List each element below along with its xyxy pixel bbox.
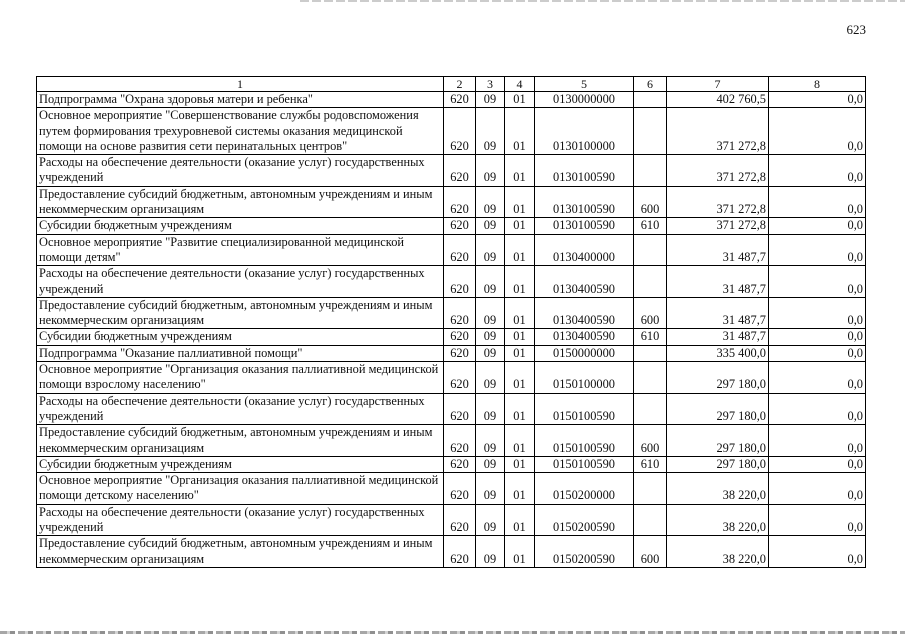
cell-expense-type bbox=[634, 155, 667, 187]
cell-expense-type bbox=[634, 108, 667, 155]
table-row bbox=[37, 362, 866, 394]
cell-subsection: 01 bbox=[505, 345, 535, 361]
cell-subsection: 01 bbox=[505, 362, 535, 394]
cell-expense-type bbox=[634, 393, 667, 425]
cell-subsection: 01 bbox=[505, 536, 535, 568]
cell-target-article: 0150100590 bbox=[535, 456, 634, 472]
cell-name: Расходы на обеспечение деятельности (оказание услуг) государственных учреждений bbox=[37, 504, 444, 536]
cell-amount-col8: 0,0 bbox=[769, 393, 866, 425]
cell-amount: 38 220,0 bbox=[667, 504, 769, 536]
cell-amount-col8: 0,0 bbox=[769, 504, 866, 536]
table-row bbox=[37, 92, 866, 108]
page-number: 623 bbox=[846, 22, 866, 37]
cell-amount: 371 272,8 bbox=[667, 186, 769, 218]
cell-target-article: 0130400000 bbox=[535, 234, 634, 266]
cell-ministry: 620 bbox=[444, 297, 476, 329]
cell-name: Предоставление субсидий бюджетным, автономным учреждениям и иным некоммерческим организациям bbox=[37, 536, 444, 568]
table-row bbox=[37, 297, 866, 329]
cell-target-article: 0130100590 bbox=[535, 218, 634, 234]
cell-target-article: 0150100590 bbox=[535, 393, 634, 425]
table-row bbox=[37, 425, 866, 457]
cell-subsection: 01 bbox=[505, 473, 535, 505]
cell-section: 09 bbox=[476, 362, 505, 394]
cell-amount-col8: 0,0 bbox=[769, 92, 866, 108]
cell-target-article: 0150100000 bbox=[535, 362, 634, 394]
cell-name: Предоставление субсидий бюджетным, автономным учреждениям и иным некоммерческим организациям bbox=[37, 186, 444, 218]
cell-name: Основное мероприятие "Организация оказания паллиативной медицинской помощи взрослому населению" bbox=[37, 362, 444, 394]
cell-ministry: 620 bbox=[444, 504, 476, 536]
table-row bbox=[37, 218, 866, 234]
cell-amount: 31 487,7 bbox=[667, 234, 769, 266]
cell-name: Субсидии бюджетным учреждениям bbox=[37, 329, 444, 345]
cell-ministry: 620 bbox=[444, 155, 476, 187]
cell-expense-type bbox=[634, 473, 667, 505]
cell-name: Расходы на обеспечение деятельности (оказание услуг) государственных учреждений bbox=[37, 393, 444, 425]
budget-table bbox=[36, 76, 866, 568]
cell-section: 09 bbox=[476, 393, 505, 425]
cell-ministry: 620 bbox=[444, 186, 476, 218]
cell-target-article: 0130400590 bbox=[535, 266, 634, 298]
cell-name: Основное мероприятие "Совершенствование службы родовспоможения путем формирования трехуровневой системы оказания медицинской помощи на основе развития сети перинатальных центров" bbox=[37, 108, 444, 155]
cell-ministry: 620 bbox=[444, 345, 476, 361]
cell-expense-type: 600 bbox=[634, 425, 667, 457]
cell-section: 09 bbox=[476, 108, 505, 155]
cell-amount-col8: 0,0 bbox=[769, 155, 866, 187]
cell-name: Основное мероприятие "Развитие специализированной медицинской помощи детям" bbox=[37, 234, 444, 266]
cell-name: Расходы на обеспечение деятельности (оказание услуг) государственных учреждений bbox=[37, 155, 444, 187]
cell-section: 09 bbox=[476, 266, 505, 298]
column-number-row bbox=[37, 77, 866, 92]
table-row bbox=[37, 456, 866, 472]
cell-section: 09 bbox=[476, 425, 505, 457]
cell-ministry: 620 bbox=[444, 218, 476, 234]
table-body bbox=[37, 92, 866, 568]
cell-ministry: 620 bbox=[444, 536, 476, 568]
cell-name: Подпрограмма "Оказание паллиативной помощи" bbox=[37, 345, 444, 361]
table-row bbox=[37, 266, 866, 298]
cell-ministry: 620 bbox=[444, 425, 476, 457]
cell-amount: 31 487,7 bbox=[667, 297, 769, 329]
cell-target-article: 0150200590 bbox=[535, 536, 634, 568]
table-row bbox=[37, 108, 866, 155]
cell-amount: 297 180,0 bbox=[667, 362, 769, 394]
cell-section: 09 bbox=[476, 504, 505, 536]
table-row bbox=[37, 393, 866, 425]
cell-target-article: 0130100590 bbox=[535, 155, 634, 187]
cell-expense-type bbox=[634, 504, 667, 536]
cell-subsection: 01 bbox=[505, 504, 535, 536]
cell-amount: 38 220,0 bbox=[667, 536, 769, 568]
cell-amount: 297 180,0 bbox=[667, 393, 769, 425]
cell-expense-type bbox=[634, 266, 667, 298]
cell-target-article: 0130000000 bbox=[535, 92, 634, 108]
cell-ministry: 620 bbox=[444, 108, 476, 155]
cell-amount: 31 487,7 bbox=[667, 266, 769, 298]
table-row bbox=[37, 329, 866, 345]
cell-amount-col8: 0,0 bbox=[769, 186, 866, 218]
cell-amount-col8: 0,0 bbox=[769, 297, 866, 329]
cell-subsection: 01 bbox=[505, 186, 535, 218]
cell-name: Предоставление субсидий бюджетным, автономным учреждениям и иным некоммерческим организациям bbox=[37, 425, 444, 457]
cell-expense-type: 610 bbox=[634, 456, 667, 472]
cell-ministry: 620 bbox=[444, 329, 476, 345]
cell-section: 09 bbox=[476, 345, 505, 361]
table-row bbox=[37, 155, 866, 187]
cell-amount-col8: 0,0 bbox=[769, 345, 866, 361]
cell-expense-type bbox=[634, 92, 667, 108]
cell-amount-col8: 0,0 bbox=[769, 218, 866, 234]
cell-section: 09 bbox=[476, 234, 505, 266]
cell-subsection: 01 bbox=[505, 425, 535, 457]
cell-amount: 402 760,5 bbox=[667, 92, 769, 108]
cell-section: 09 bbox=[476, 329, 505, 345]
cell-target-article: 0150100590 bbox=[535, 425, 634, 457]
cell-subsection: 01 bbox=[505, 297, 535, 329]
cell-ministry: 620 bbox=[444, 473, 476, 505]
scan-artifact-bottom bbox=[0, 631, 905, 634]
table-row bbox=[37, 536, 866, 568]
cell-section: 09 bbox=[476, 92, 505, 108]
cell-ministry: 620 bbox=[444, 234, 476, 266]
cell-name: Подпрограмма "Охрана здоровья матери и ребенка" bbox=[37, 92, 444, 108]
cell-ministry: 620 bbox=[444, 92, 476, 108]
cell-section: 09 bbox=[476, 218, 505, 234]
cell-subsection: 01 bbox=[505, 234, 535, 266]
cell-target-article: 0150000000 bbox=[535, 345, 634, 361]
cell-expense-type: 610 bbox=[634, 329, 667, 345]
cell-subsection: 01 bbox=[505, 329, 535, 345]
cell-amount: 335 400,0 bbox=[667, 345, 769, 361]
cell-target-article: 0150200590 bbox=[535, 504, 634, 536]
cell-subsection: 01 bbox=[505, 456, 535, 472]
cell-name: Субсидии бюджетным учреждениям bbox=[37, 218, 444, 234]
column-header-3: 3 bbox=[476, 77, 505, 92]
column-header-1: 1 bbox=[37, 77, 444, 92]
table-row bbox=[37, 504, 866, 536]
cell-amount-col8: 0,0 bbox=[769, 108, 866, 155]
cell-expense-type: 610 bbox=[634, 218, 667, 234]
cell-amount-col8: 0,0 bbox=[769, 536, 866, 568]
cell-target-article: 0130400590 bbox=[535, 329, 634, 345]
cell-amount: 38 220,0 bbox=[667, 473, 769, 505]
cell-section: 09 bbox=[476, 186, 505, 218]
cell-expense-type bbox=[634, 345, 667, 361]
cell-expense-type: 600 bbox=[634, 297, 667, 329]
cell-amount: 31 487,7 bbox=[667, 329, 769, 345]
column-header-2: 2 bbox=[444, 77, 476, 92]
scan-artifact-top bbox=[300, 0, 905, 2]
cell-amount: 297 180,0 bbox=[667, 425, 769, 457]
cell-target-article: 0150200000 bbox=[535, 473, 634, 505]
cell-name: Предоставление субсидий бюджетным, автономным учреждениям и иным некоммерческим организациям bbox=[37, 297, 444, 329]
cell-amount-col8: 0,0 bbox=[769, 234, 866, 266]
table-row bbox=[37, 345, 866, 361]
cell-name: Основное мероприятие "Организация оказания паллиативной медицинской помощи детскому населению" bbox=[37, 473, 444, 505]
column-header-5: 5 bbox=[535, 77, 634, 92]
cell-ministry: 620 bbox=[444, 266, 476, 298]
column-header-4: 4 bbox=[505, 77, 535, 92]
cell-amount-col8: 0,0 bbox=[769, 266, 866, 298]
cell-amount: 297 180,0 bbox=[667, 456, 769, 472]
cell-ministry: 620 bbox=[444, 456, 476, 472]
table-row bbox=[37, 186, 866, 218]
column-header-6: 6 bbox=[634, 77, 667, 92]
cell-amount-col8: 0,0 bbox=[769, 473, 866, 505]
cell-section: 09 bbox=[476, 297, 505, 329]
cell-expense-type: 600 bbox=[634, 186, 667, 218]
cell-expense-type bbox=[634, 362, 667, 394]
cell-subsection: 01 bbox=[505, 155, 535, 187]
cell-amount-col8: 0,0 bbox=[769, 456, 866, 472]
cell-target-article: 0130400590 bbox=[535, 297, 634, 329]
cell-subsection: 01 bbox=[505, 108, 535, 155]
cell-amount: 371 272,8 bbox=[667, 218, 769, 234]
column-header-8: 8 bbox=[769, 77, 866, 92]
cell-amount: 371 272,8 bbox=[667, 108, 769, 155]
cell-section: 09 bbox=[476, 456, 505, 472]
cell-subsection: 01 bbox=[505, 218, 535, 234]
cell-subsection: 01 bbox=[505, 266, 535, 298]
cell-target-article: 0130100000 bbox=[535, 108, 634, 155]
table-row bbox=[37, 234, 866, 266]
table-row bbox=[37, 473, 866, 505]
cell-subsection: 01 bbox=[505, 393, 535, 425]
cell-name: Субсидии бюджетным учреждениям bbox=[37, 456, 444, 472]
cell-expense-type bbox=[634, 234, 667, 266]
cell-ministry: 620 bbox=[444, 362, 476, 394]
cell-section: 09 bbox=[476, 155, 505, 187]
cell-amount-col8: 0,0 bbox=[769, 329, 866, 345]
cell-amount-col8: 0,0 bbox=[769, 362, 866, 394]
cell-amount-col8: 0,0 bbox=[769, 425, 866, 457]
cell-section: 09 bbox=[476, 473, 505, 505]
cell-subsection: 01 bbox=[505, 92, 535, 108]
cell-amount: 371 272,8 bbox=[667, 155, 769, 187]
cell-section: 09 bbox=[476, 536, 505, 568]
column-header-7: 7 bbox=[667, 77, 769, 92]
cell-target-article: 0130100590 bbox=[535, 186, 634, 218]
cell-ministry: 620 bbox=[444, 393, 476, 425]
cell-expense-type: 600 bbox=[634, 536, 667, 568]
cell-name: Расходы на обеспечение деятельности (оказание услуг) государственных учреждений bbox=[37, 266, 444, 298]
